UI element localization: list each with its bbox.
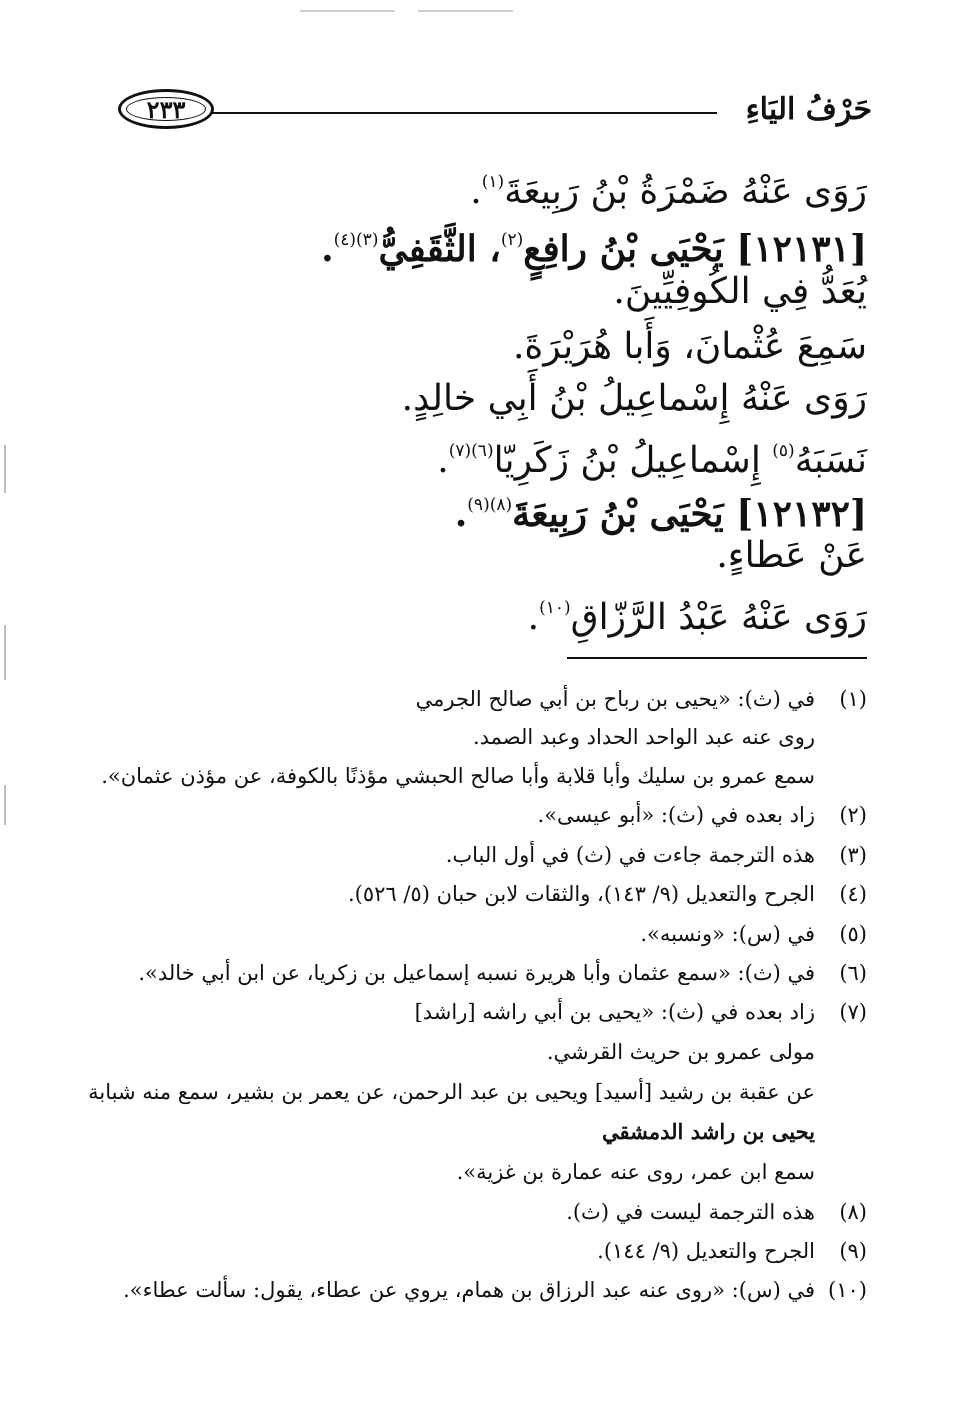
footnote-continuation: سمع ابن عمر، روى عنه عمارة بن غزية». bbox=[456, 1160, 815, 1184]
entry-heading bbox=[455, 481, 867, 538]
footnote-ref: (١٠) bbox=[539, 598, 571, 618]
footnote-continuation: مولى عمرو بن حريث القرشي. bbox=[546, 1040, 815, 1064]
chapter-title: حَرْفُ اليَاءِ bbox=[745, 92, 872, 127]
line-text: رَوَى عَنْهُ عَبْدُ الرَّزّاقِ bbox=[570, 597, 867, 638]
footnote-number: (٩) bbox=[839, 1239, 867, 1263]
footnote-6 bbox=[138, 958, 867, 988]
entry-name: يَحْيَى بْنُ رَبِيعَةَ bbox=[512, 493, 724, 535]
running-header bbox=[118, 86, 872, 138]
line-end: . bbox=[527, 597, 540, 638]
footnote-number: (١٠) bbox=[828, 1278, 867, 1302]
text-line bbox=[470, 158, 867, 216]
footnote-3 bbox=[446, 840, 867, 870]
footnote-number: (٣) bbox=[839, 843, 867, 867]
footnote-text: الجرح والتعديل (٩/ ١٤٣)، والثقات لابن حبان (٥/ ٥٢٦). bbox=[347, 882, 815, 906]
footnote-8 bbox=[566, 1197, 867, 1227]
footnote-9 bbox=[597, 1236, 867, 1266]
footnote-text: هذه الترجمة جاءت في (ث) في أول الباب. bbox=[445, 843, 815, 867]
page-number: ٢٣٣ bbox=[146, 94, 186, 124]
line-end: . bbox=[454, 493, 468, 535]
text-line: سَمِعَ عُثْمانَ، وَأَبا هُرَيْرَةَ. bbox=[512, 326, 867, 367]
entry-heading bbox=[321, 216, 867, 273]
footnote-ref: (٢) bbox=[500, 230, 524, 250]
footnote-ref: (٨)(٩) bbox=[467, 495, 513, 515]
scan-margin-mark bbox=[4, 785, 6, 825]
line-text: رَوَى عَنْهُ ضَمْرَةُ بْنُ رَبِيعَةَ bbox=[504, 171, 867, 212]
footnote-continuation: روى عنه عبد الواحد الحداد وعبد الصمد. bbox=[472, 725, 815, 749]
footnote-number: (١) bbox=[839, 687, 867, 711]
footnote-ref: (٣)(٤) bbox=[333, 230, 379, 250]
footnote-7 bbox=[415, 997, 867, 1027]
footnote-text: في (ث): «سمع عثمان وأبا هريرة نسبه إسماعيل بن زكريا، عن ابن أبي خالد». bbox=[138, 961, 815, 985]
text-line: عَنْ عَطاءٍ. bbox=[716, 535, 867, 576]
footnote-5 bbox=[640, 919, 867, 949]
footnote-1 bbox=[416, 684, 867, 714]
footnote-text: زاد بعده في (ث): «يحيى بن أبي راشه [راشد] bbox=[414, 1000, 815, 1024]
footnote-10 bbox=[123, 1275, 867, 1305]
line-end: . bbox=[470, 171, 482, 212]
header-rule bbox=[208, 112, 717, 114]
text-line bbox=[528, 584, 867, 642]
footnote-continuation: سمع عمرو بن سليك وأبا قلابة وأبا صالح الحبشي مؤذنًا بالكوفة، عن مؤذن عثمان». bbox=[101, 764, 815, 788]
footnote-continuation bbox=[602, 1117, 815, 1147]
footnote-4 bbox=[348, 879, 867, 909]
text-line: يُعَدُّ فِي الكُوفِيِّينَ. bbox=[613, 271, 867, 312]
scan-edge-rule bbox=[300, 10, 395, 12]
scan-margin-mark bbox=[4, 445, 6, 493]
footnote-number: (٤) bbox=[839, 882, 867, 906]
scan-margin-mark bbox=[4, 625, 6, 680]
footnote-ref: (٥) bbox=[772, 441, 795, 461]
footnote-text: زاد بعده في (ث): «أبو عيسى». bbox=[537, 803, 815, 827]
entry-number: [١٢١٣٢] bbox=[736, 493, 867, 535]
footnote-number: (٧) bbox=[839, 1000, 867, 1024]
footnote-text: الجرح والتعديل (٩/ ١٤٤). bbox=[597, 1239, 815, 1263]
line-end: . bbox=[321, 228, 334, 270]
footnote-text: هذه الترجمة ليست في (ث). bbox=[566, 1200, 815, 1224]
line-text: نَسَبَهُ bbox=[794, 440, 867, 481]
entry-nisba: ، الثَّقَفِيُّ bbox=[378, 228, 501, 270]
footnote-separator bbox=[567, 657, 867, 659]
footnote-number: (٢) bbox=[839, 803, 867, 827]
line-end: . bbox=[437, 440, 449, 481]
footnote-bold-name: يحيى بن راشد الدمشقي bbox=[602, 1119, 815, 1144]
footnote-number: (٨) bbox=[839, 1200, 867, 1224]
page-number-badge bbox=[118, 89, 214, 129]
footnote-text: في (س): «روى عنه عبد الرزاق بن همام، يروي عن عطاء، يقول: سألت عطاء». bbox=[123, 1278, 815, 1302]
footnote-ref: (١) bbox=[481, 172, 505, 192]
entry-number: [١٢١٣١] bbox=[736, 228, 867, 270]
entry-name: يَحْيَى بْنُ رافِعٍ bbox=[523, 228, 724, 270]
footnote-text: في (ث): «يحيى بن رباح بن أبي صالح الجرمي bbox=[415, 687, 815, 711]
scan-edge-rule bbox=[418, 10, 513, 12]
text-line: رَوَى عَنْهُ إِسْماعِيلُ بْنُ أَبِي خالِدٍ. bbox=[401, 378, 867, 419]
text-line bbox=[437, 427, 867, 485]
footnote-text: في (س): «ونسبه». bbox=[640, 922, 815, 946]
footnote-continuation: عن عقبة بن رشيد [أسيد] ويحيى بن عبد الرحمن، عن يعمر بن بشير، سمع منه شبابة bbox=[88, 1080, 815, 1104]
line-text: إِسْماعِيلُ بْنُ زَكَرِيّا bbox=[493, 440, 773, 481]
footnote-number: (٥) bbox=[839, 922, 867, 946]
footnote-number: (٦) bbox=[839, 961, 867, 985]
footnote-ref: (٦)(٧) bbox=[448, 441, 494, 461]
footnote-2 bbox=[538, 800, 867, 830]
